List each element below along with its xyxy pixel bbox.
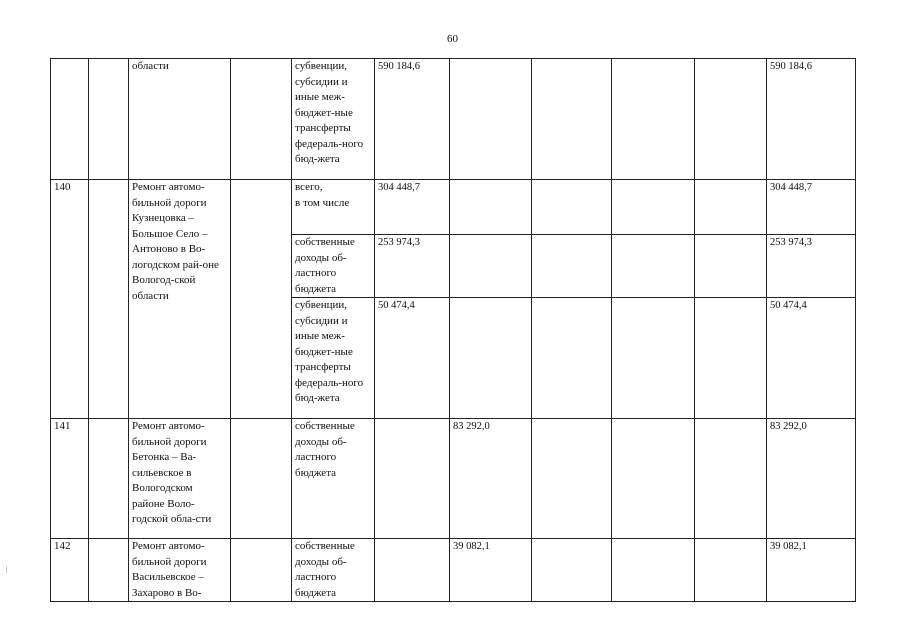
row-number: 140 bbox=[51, 180, 89, 419]
period-total: 304 448,7 bbox=[767, 180, 856, 235]
period-total: 253 974,3 bbox=[767, 235, 856, 298]
empty-cell bbox=[612, 298, 695, 419]
empty-cell bbox=[695, 539, 767, 602]
total-amount bbox=[375, 539, 450, 602]
row-number: 142 bbox=[51, 539, 89, 602]
year-amount bbox=[450, 180, 532, 235]
empty-cell bbox=[695, 298, 767, 419]
empty-cell bbox=[89, 180, 129, 419]
row-number: 141 bbox=[51, 419, 89, 539]
table-row bbox=[51, 59, 856, 180]
empty-cell bbox=[695, 180, 767, 235]
year-amount: 83 292,0 bbox=[450, 419, 532, 539]
object-name: Ремонт автомо-бильной дороги Кузнецовка – Большое Село – Антоново в Во-логодском рай-оне Вологод-ской области bbox=[129, 180, 231, 419]
period-total: 50 474,4 bbox=[767, 298, 856, 419]
budget-table bbox=[50, 58, 856, 602]
empty-cell bbox=[695, 235, 767, 298]
table-row bbox=[51, 539, 856, 602]
year-amount: 39 082,1 bbox=[450, 539, 532, 602]
funding-source: собственные доходы об-ластного бюджета bbox=[292, 235, 375, 298]
year-amount bbox=[450, 59, 532, 180]
table-row bbox=[51, 180, 856, 235]
empty-cell bbox=[231, 180, 292, 419]
empty-cell bbox=[695, 419, 767, 539]
total-amount: 50 474,4 bbox=[375, 298, 450, 419]
empty-cell bbox=[231, 419, 292, 539]
empty-cell bbox=[532, 235, 612, 298]
object-name: области bbox=[129, 59, 231, 180]
total-amount: 253 974,3 bbox=[375, 235, 450, 298]
margin-mark: — bbox=[3, 566, 11, 573]
empty-cell bbox=[695, 59, 767, 180]
table-row bbox=[51, 419, 856, 539]
period-total: 83 292,0 bbox=[767, 419, 856, 539]
empty-cell bbox=[612, 235, 695, 298]
empty-cell bbox=[532, 298, 612, 419]
funding-source: всего, в том числе bbox=[292, 180, 375, 235]
empty-cell bbox=[231, 59, 292, 180]
empty-cell bbox=[532, 180, 612, 235]
period-total: 39 082,1 bbox=[767, 539, 856, 602]
page-number: 60 bbox=[447, 33, 458, 45]
object-name: Ремонт автомо-бильной дороги Бетонка – Ва-сильевское в Вологодском районе Воло-годской обла-сти bbox=[129, 419, 231, 539]
empty-cell bbox=[612, 59, 695, 180]
total-amount: 590 184,6 bbox=[375, 59, 450, 180]
year-amount bbox=[450, 235, 532, 298]
total-amount: 304 448,7 bbox=[375, 180, 450, 235]
empty-cell bbox=[532, 59, 612, 180]
funding-source: субвенции, субсидии и иные меж-бюджет-ные трансферты федераль-ного бюд-жета bbox=[292, 59, 375, 180]
period-total: 590 184,6 bbox=[767, 59, 856, 180]
funding-source: субвенции, субсидии и иные меж-бюджет-ные трансферты федераль-ного бюд-жета bbox=[292, 298, 375, 419]
empty-cell bbox=[612, 180, 695, 235]
total-amount bbox=[375, 419, 450, 539]
funding-source: собственные доходы об-ластного бюджета bbox=[292, 419, 375, 539]
funding-source: собственные доходы об-ластного бюджета bbox=[292, 539, 375, 602]
empty-cell bbox=[612, 539, 695, 602]
object-name: Ремонт автомо-бильной дороги Васильевское – Захарово в Во- bbox=[129, 539, 231, 602]
row-number bbox=[51, 59, 89, 180]
empty-cell bbox=[89, 419, 129, 539]
empty-cell bbox=[532, 539, 612, 602]
empty-cell bbox=[532, 419, 612, 539]
year-amount bbox=[450, 298, 532, 419]
empty-cell bbox=[231, 539, 292, 602]
empty-cell bbox=[89, 539, 129, 602]
empty-cell bbox=[612, 419, 695, 539]
empty-cell bbox=[89, 59, 129, 180]
